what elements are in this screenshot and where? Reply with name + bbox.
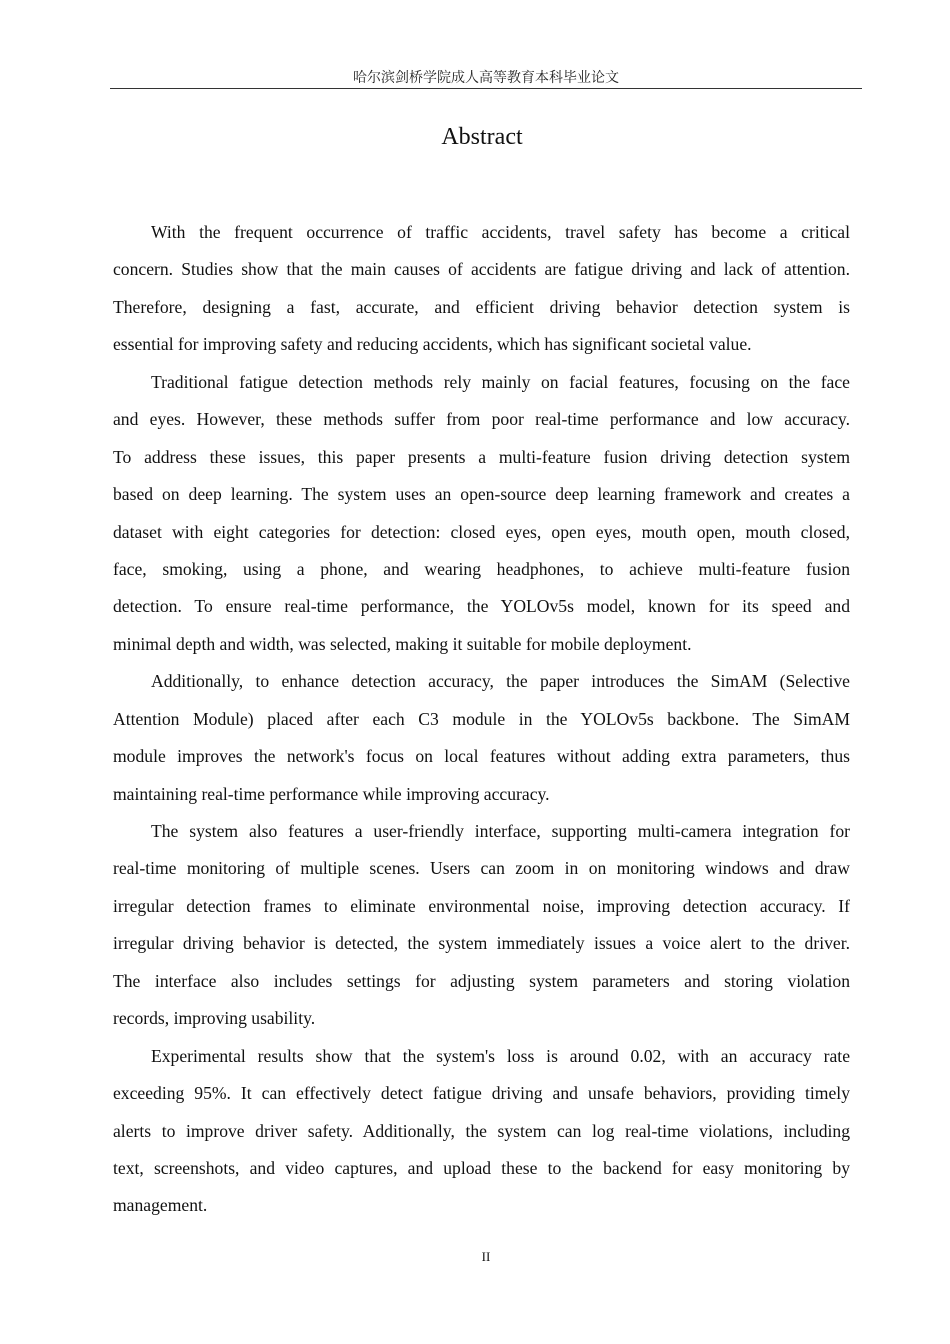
page-title: Abstract: [441, 124, 523, 150]
paragraph: [113, 1044, 850, 1231]
paragraph: [113, 220, 850, 370]
text-line: Therefore, designing a fast, accurate, and efficient driving behavior detection system is: [113, 296, 850, 317]
running-header: 哈尔滨剑桥学院成人高等教育本科毕业论文: [353, 70, 619, 86]
text-line: text, screenshots, and video captures, and upload these to the backend for easy monitoring by: [113, 1157, 850, 1178]
text-line: dataset with eight categories for detection: closed eyes, open eyes, mouth open, mouth closed,: [113, 521, 850, 542]
text-line: essential for improving safety and reducing accidents, which has significant societal value.: [113, 334, 752, 355]
text-line: module improves the network's focus on local features without adding extra parameters, thus: [113, 746, 850, 767]
text-line: Additionally, to enhance detection accuracy, the paper introduces the SimAM (Selective: [151, 671, 850, 692]
paragraph: [113, 669, 850, 819]
text-line: minimal depth and width, was selected, making it suitable for mobile deployment.: [113, 633, 692, 654]
page-number: II: [481, 1249, 491, 1264]
text-line: Traditional fatigue detection methods rely mainly on facial features, focusing on the face: [151, 371, 850, 392]
text-line: The interface also includes settings for adjusting system parameters and storing violation: [113, 970, 850, 991]
abstract-body: [113, 220, 850, 1231]
text-line: maintaining real-time performance while improving accuracy.: [113, 783, 550, 804]
text-line: detection. To ensure real-time performance, the YOLOv5s model, known for its speed and: [113, 596, 850, 617]
text-line: Attention Module) placed after each C3 module in the YOLOv5s backbone. The SimAM: [113, 708, 850, 729]
text-line: management.: [113, 1195, 208, 1216]
text-line: irregular detection frames to eliminate environmental noise, improving detection accuracy. If: [113, 895, 850, 916]
text-line: real-time monitoring of multiple scenes. Users can zoom in on monitoring windows and draw: [113, 858, 850, 879]
text-line: records, improving usability.: [113, 1008, 316, 1029]
text-line: exceeding 95%. It can effectively detect fatigue driving and unsafe behaviors, providing timely: [113, 1083, 850, 1104]
text-line: To address these issues, this paper presents a multi-feature fusion driving detection system: [113, 446, 850, 467]
text-line: face, smoking, using a phone, and wearing headphones, to achieve multi-feature fusion: [113, 558, 850, 579]
text-line: Experimental results show that the system's loss is around 0.02, with an accuracy rate: [151, 1045, 850, 1066]
paragraph: [113, 370, 850, 670]
text-line: concern. Studies show that the main causes of accidents are fatigue driving and lack of attention.: [113, 259, 850, 280]
text-line: irregular driving behavior is detected, the system immediately issues a voice alert to the driver.: [113, 933, 850, 954]
text-line: With the frequent occurrence of traffic accidents, travel safety has become a critical: [151, 222, 850, 242]
text-line: and eyes. However, these methods suffer from poor real-time performance and low accuracy.: [113, 409, 850, 430]
text-line: based on deep learning. The system uses an open-source deep learning framework and creates a: [113, 484, 850, 505]
text-line: The system also features a user-friendly interface, supporting multi-camera integration for: [151, 821, 850, 841]
header-rule: [110, 88, 862, 89]
paragraph: [113, 819, 850, 1044]
text-line: alerts to improve driver safety. Additionally, the system can log real-time violations, including: [113, 1120, 850, 1141]
